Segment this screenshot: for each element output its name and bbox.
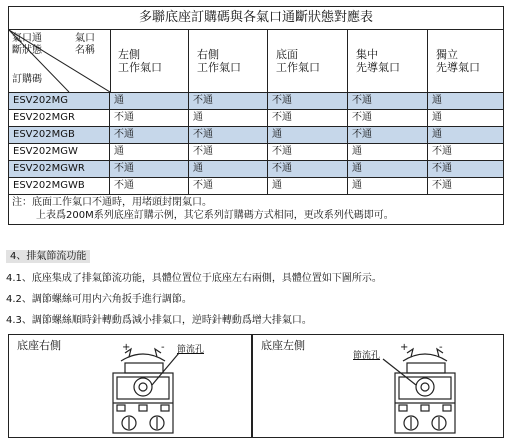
table-note [9,195,503,224]
port-state-cell: 不通 [110,127,189,143]
port-state-cell: 不通 [189,178,268,194]
plus-sign-left: + [400,342,409,353]
col-header-4-line2: 先導氣口 [356,61,400,74]
order-code-cell: ESV202MGW [9,144,110,160]
port-state-cell: 不通 [432,180,452,191]
col-header-2-line1: 右側 [197,48,219,61]
port-state-cell: 不通 [110,110,189,126]
col-header-left-port [110,30,189,92]
diagram-left-label: 底座左側 [261,339,305,352]
port-state-cell: 不通 [348,93,428,109]
table-row [9,144,503,161]
port-state-cell: 通 [432,95,442,106]
port-state-cell: 通 [268,127,348,143]
diagram-base-right [8,334,252,438]
col-header-5-line2: 先導氣口 [436,61,480,74]
diagram-right-label: 底座右側 [17,339,61,352]
port-state-cell: 不通 [189,93,268,109]
col-header-1-line2: 工作氣口 [118,61,162,74]
table-row [9,127,503,144]
corner-state-line2: 斷狀態 [12,45,42,56]
table-body [9,93,503,195]
table-title: 多聯底座訂購碼與各氣口通斷狀態對應表 [9,7,503,30]
corner-label-code: 訂購碼 [12,74,42,85]
col-header-1-line1: 左側 [118,48,140,61]
col-header-bottom-port [268,30,348,92]
col-header-4-line1: 集中 [356,48,378,61]
port-state-cell: 不通 [268,161,348,177]
base-right-drawing [103,339,183,435]
corner-label-state [12,33,42,57]
port-state-cell: 通 [189,161,268,177]
table-row [9,161,503,178]
port-state-cell: 不通 [268,93,348,109]
order-code-cell: ESV202MGR [9,110,110,126]
port-state-cell: 通 [348,178,428,194]
table-row [9,178,503,195]
minus-sign-left: - [439,342,443,353]
order-code-cell: ESV202MGB [9,127,110,143]
port-state-cell: 通 [432,112,442,123]
minus-sign-right: - [161,342,165,353]
table-header [9,30,503,93]
throttle-hole-label-left: 節流孔 [353,351,381,361]
corner-label-port [75,33,95,57]
col-header-3-line1: 底面 [276,48,298,61]
port-state-cell: 不通 [268,110,348,126]
table-row [9,93,503,110]
section-item-1: 4.1、底座集成了排氣節流功能，具體位置位于底座左右兩側，具體位置如下圖所示。 [6,273,382,284]
corner-state-line1: 氣口通 [12,33,42,44]
diagram-base-left [252,334,504,438]
order-code-cell: ESV202MG [9,93,110,109]
col-header-3-line2: 工作氣口 [276,61,320,74]
port-state-cell: 不通 [432,163,452,174]
port-state-cell: 不通 [432,146,452,157]
section-item-3: 4.3、調節螺絲順時針轉動爲減小排氣口，逆時針轉動爲增大排氣口。 [6,315,312,326]
note-line-1: 注：底面工作氣口不通時，用堵頭封閉氣口。 [12,197,212,208]
throttle-hole-label-right: 節流孔 [177,345,205,355]
header-corner [9,30,111,92]
table-row [9,110,503,127]
port-state-cell: 通 [110,144,189,160]
col-header-5-line1: 獨立 [436,48,458,61]
port-state-cell: 通 [432,129,442,140]
col-header-indep-pilot [428,30,503,92]
section-title: 4、排氣節流功能 [6,250,90,263]
note-line-2: 上表爲200M系列底座訂購示例，其它系列訂購碼方式相同，更改系列代碼即可。 [36,210,394,221]
col-header-right-port [189,30,268,92]
port-state-cell: 通 [189,110,268,126]
port-state-cell: 通 [268,178,348,194]
port-state-cell: 不通 [189,144,268,160]
port-state-cell: 不通 [189,127,268,143]
col-header-2-line2: 工作氣口 [197,61,241,74]
port-state-cell: 通 [110,93,189,109]
order-code-table [8,6,504,225]
corner-port-line1: 氣口 [75,33,95,44]
port-state-cell: 通 [348,144,428,160]
section-item-2: 4.2、調節螺絲可用内六角扳手進行調節。 [6,294,192,305]
col-header-central-pilot [348,30,428,92]
base-left-drawing [381,339,465,435]
corner-port-line2: 名稱 [75,45,95,56]
port-state-cell: 不通 [110,161,189,177]
order-code-cell: ESV202MGWB [9,178,110,194]
port-state-cell: 通 [348,161,428,177]
port-state-cell: 不通 [268,144,348,160]
plus-sign-right: + [122,342,131,353]
order-code-cell: ESV202MGWR [9,161,110,177]
section-heading [6,250,90,264]
port-state-cell: 不通 [110,178,189,194]
port-state-cell: 不通 [348,127,428,143]
port-state-cell: 不通 [348,110,428,126]
